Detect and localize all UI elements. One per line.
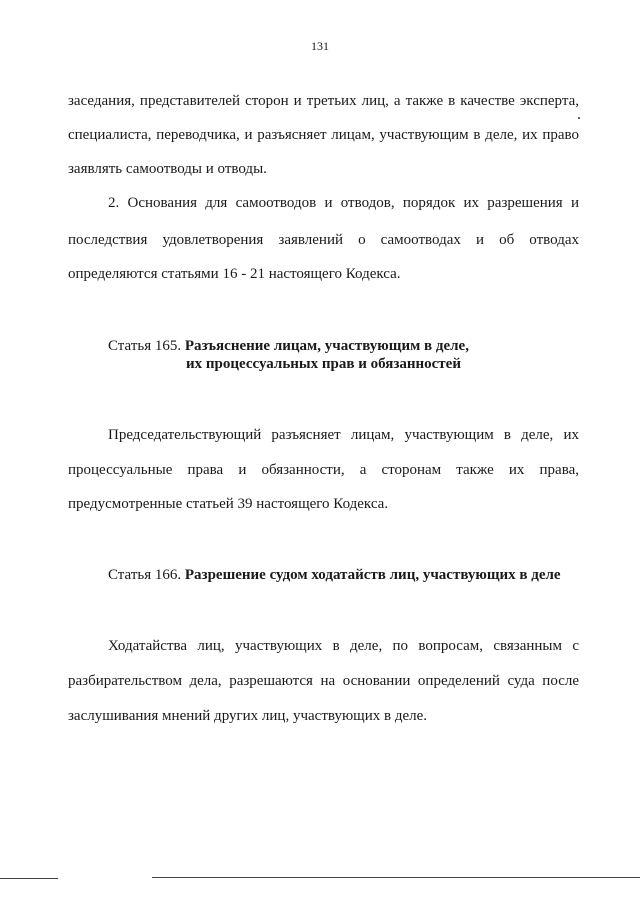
article-166-prefix: Статья 166. — [108, 567, 182, 583]
article-165-title-line2: их процессуальных прав и обязанностей — [186, 356, 461, 372]
bottom-rule-left — [0, 878, 58, 879]
article-166-text-line3: заслушивания мнений других лиц, участвующих в деле. — [68, 708, 427, 724]
bottom-rule-right — [152, 877, 640, 878]
para1-line1: заседания, представителей сторон и третьих лиц, а также в качестве эксперта, — [68, 93, 579, 109]
article-165-text-line3: предусмотренные статьей 39 настоящего Кодекса. — [68, 496, 389, 512]
article-166-text-line1: Ходатайства лиц, участвующих в деле, по вопросам, связанным с — [108, 638, 579, 654]
article-166-text-line2: разбирательством дела, разрешаются на основании определений суда после — [68, 673, 579, 689]
article-165-heading — [108, 336, 469, 356]
para2-line1: 2. Основания для самоотводов и отводов, порядок их разрешения и — [108, 195, 579, 211]
para2-line3: определяются статьями 16 - 21 настоящего Кодекса. — [68, 266, 401, 282]
para2-line2: последствия удовлетворения заявлений о самоотводах и об отводах — [68, 232, 579, 248]
scan-speck — [578, 117, 580, 119]
page-number: 131 — [311, 39, 329, 53]
article-165-text-line2: процессуальные права и обязанности, а сторонам также их права, — [68, 462, 579, 478]
article-165-prefix: Статья 165. — [108, 338, 182, 354]
article-165-text-line1: Председательствующий разъясняет лицам, участвующим в деле, их — [108, 427, 579, 443]
para1-line2: специалиста, переводчика, и разъясняет лицам, участвующим в деле, их право — [68, 127, 579, 143]
para1-line3: заявлять самоотводы и отводы. — [68, 161, 267, 177]
article-166-title: Разрешение судом ходатайств лиц, участвующих в деле — [184, 567, 561, 583]
article-165-title-line1: Разъяснение лицам, участвующим в деле, — [184, 338, 469, 354]
article-166-heading — [108, 565, 561, 585]
